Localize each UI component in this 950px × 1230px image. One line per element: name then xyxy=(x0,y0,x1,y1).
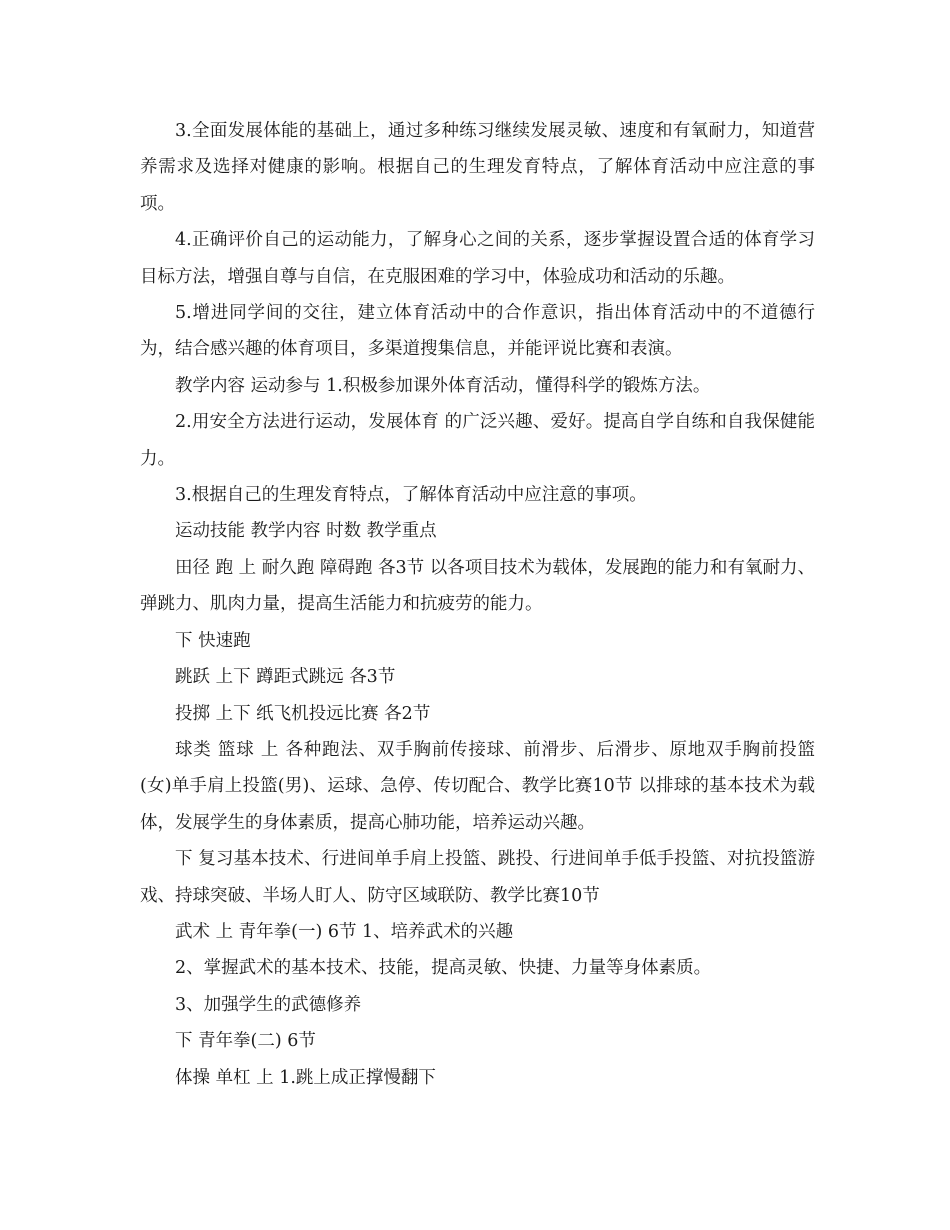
paragraph-skills-header: 运动技能 教学内容 时数 教学重点 xyxy=(175,521,437,542)
paragraph-jumping: 跳跃 上下 蹲距式跳远 各3节 xyxy=(175,667,396,688)
paragraph-wushu-upper: 武术 上 青年拳(一) 6节 1、培养武术的兴趣 xyxy=(175,921,514,942)
paragraph-wushu-point-2: 2、掌握武术的基本技术、技能，提高灵敏、快捷、力量等身体素质。 xyxy=(175,958,712,979)
paragraph-track-running: 田径 跑 上 耐久跑 障碍跑 各3节 以各项目技术为载体，发展跑的能力和有氧耐力、弹跳力、肌肉力量，提高生活能力和抗疲劳的能力。 xyxy=(140,557,815,615)
paragraph-wushu-point-3: 3、加强学生的武德修养 xyxy=(175,994,362,1015)
paragraph-goal-4: 4.正确评价自己的运动能力，了解身心之间的关系，逐步掌握设置合适的体育学习目标方法，增强自尊与自信，在克服困难的学习中，体验成功和活动的乐趣。 xyxy=(140,230,815,287)
paragraph-content-participation-2: 2.用安全方法进行运动，发展体育 的广泛兴趣、爱好。提高自学自练和自我保健能力。 xyxy=(140,412,815,469)
paragraph-gymnastics: 体操 单杠 上 1.跳上成正撑慢翻下 xyxy=(175,1067,436,1088)
paragraph-wushu-lower: 下 青年拳(二) 6节 xyxy=(175,1031,316,1052)
paragraph-goal-5: 5.增进同学间的交往，建立体育活动中的合作意识，指出体育活动中的不道德行为，结合感兴趣的体育项目，多渠道搜集信息，并能评说比赛和表演。 xyxy=(140,303,815,360)
paragraph-basketball-upper: 球类 篮球 上 各种跑法、双手胸前传接球、前滑步、后滑步、原地双手胸前投篮(女)单手肩上投篮(男)、运球、急停、传切配合、教学比赛10节 以排球的基本技术为载体，发展学生的身体素质，提高心肺功能，培养运动兴趣。 xyxy=(140,739,815,833)
document-body xyxy=(140,113,815,1096)
paragraph-goal-3: 3.全面发展体能的基础上，通过多种练习继续发展灵敏、速度和有氧耐力，知道营养需求及选择对健康的影响。根据自己的生理发育特点，了解体育活动中应注意的事项。 xyxy=(140,121,815,214)
paragraph-track-sprint: 下 快速跑 xyxy=(175,630,251,651)
paragraph-basketball-lower: 下 复习基本技术、行进间单手肩上投篮、跳投、行进间单手低手投篮、对抗投篮游戏、持球突破、半场人盯人、防守区域联防、教学比赛10节 xyxy=(140,849,815,906)
paragraph-content-participation-3: 3.根据自己的生理发育特点，了解体育活动中应注意的事项。 xyxy=(175,485,647,506)
paragraph-throwing: 投掷 上下 纸飞机投远比赛 各2节 xyxy=(175,703,431,724)
paragraph-content-participation-1: 教学内容 运动参与 1.积极参加课外体育活动，懂得科学的锻炼方法。 xyxy=(175,375,711,396)
